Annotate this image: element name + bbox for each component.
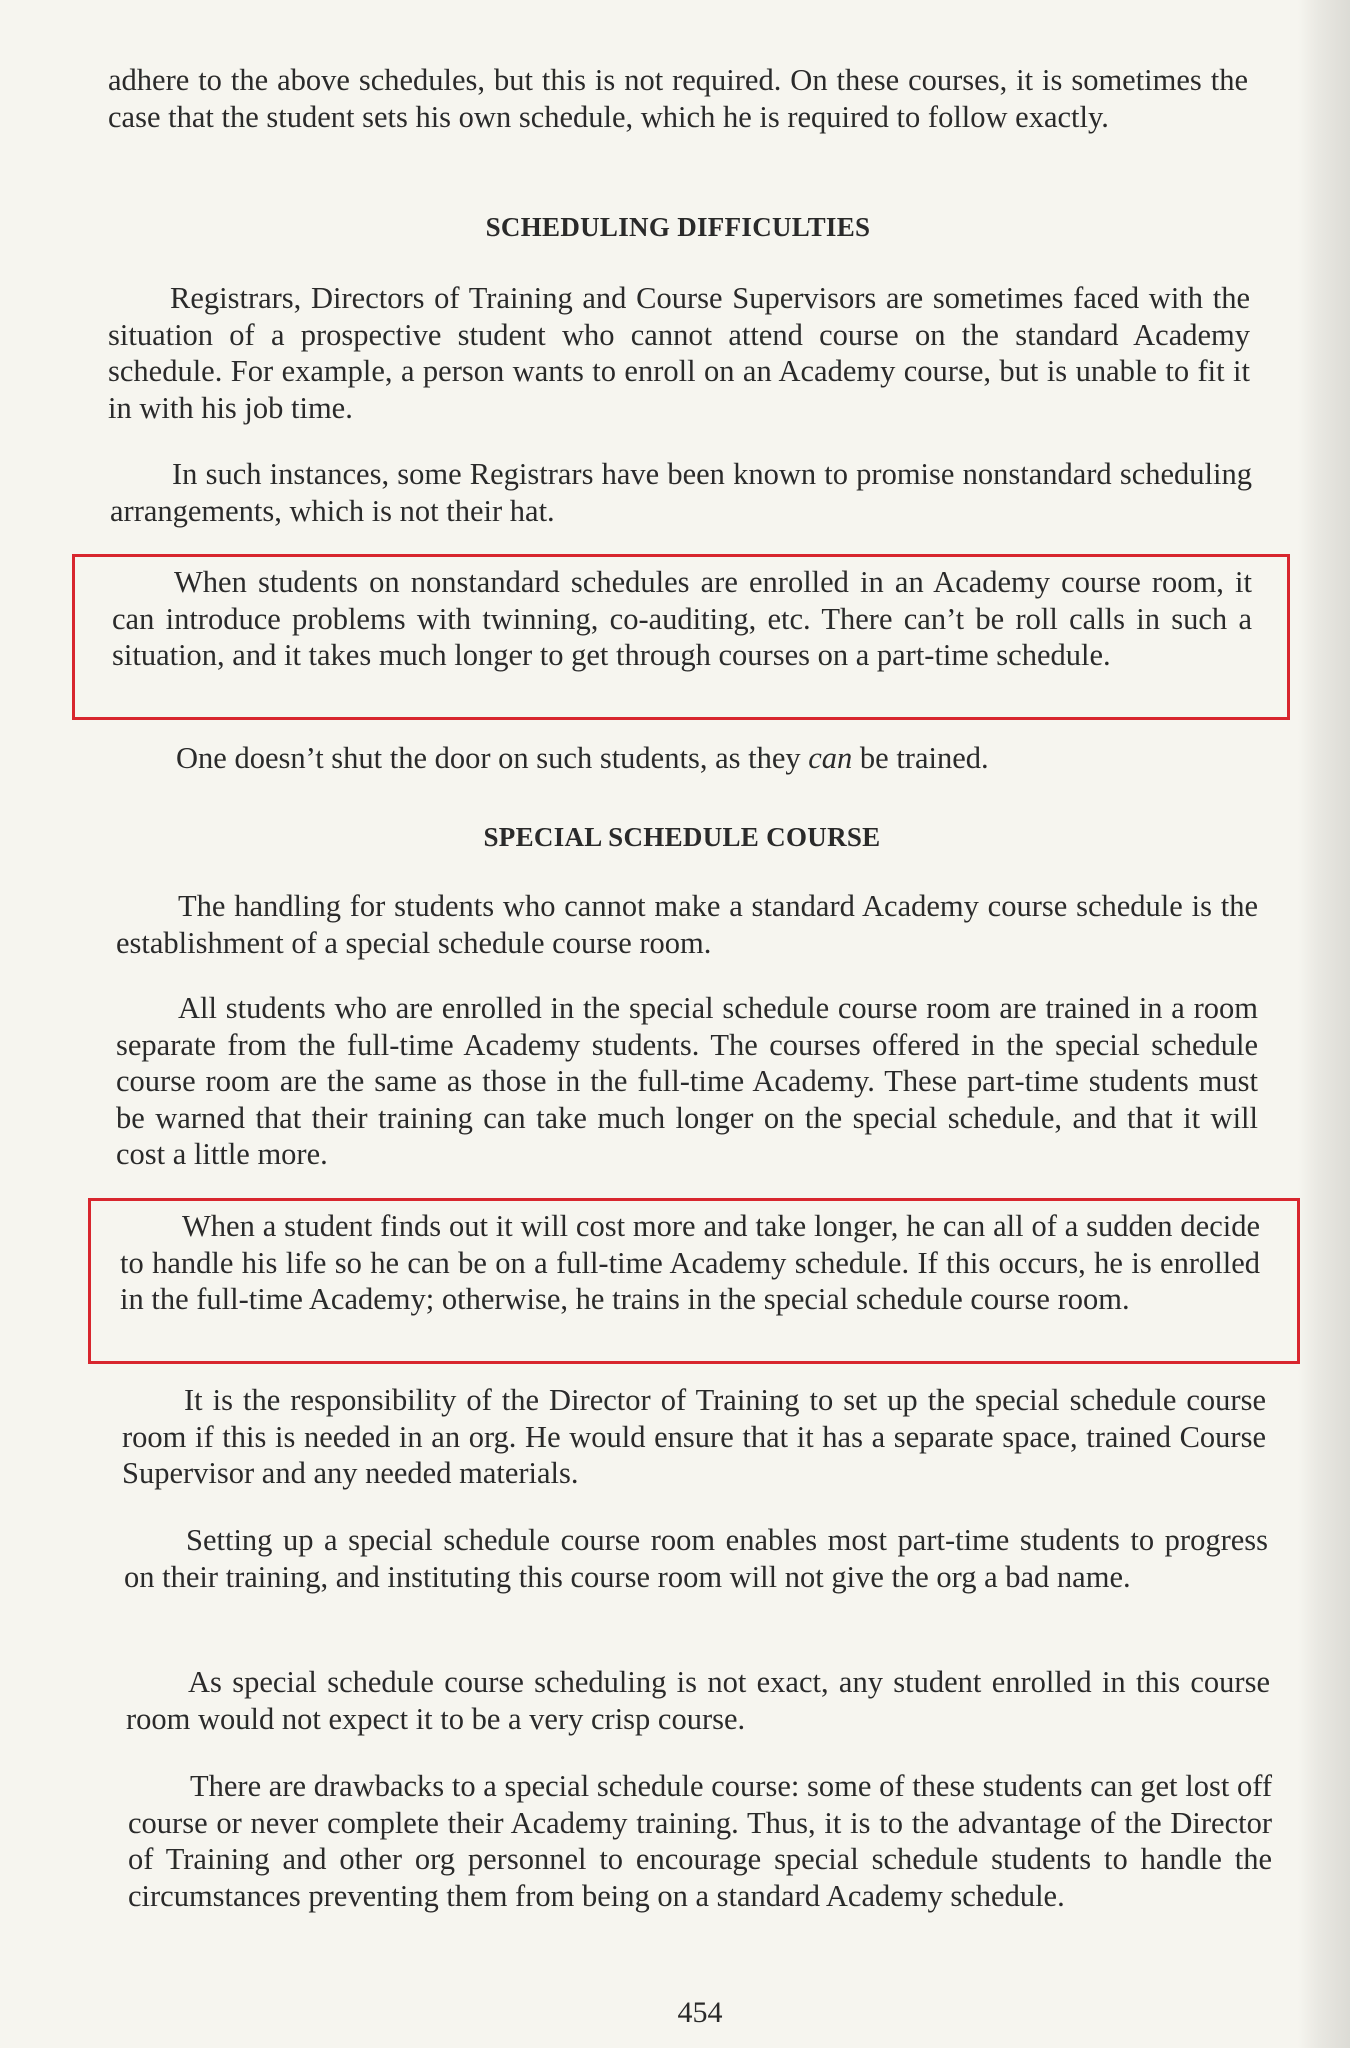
- section-heading-scheduling-difficulties: SCHEDULING DIFFICULTIES: [485, 212, 871, 242]
- paragraph-enables-progress: Setting up a special schedule course room enables most part-time students to progress on their training, and instituting this course room will not give the org a bad name.: [124, 1523, 1268, 1594]
- paragraph-not-exact: As special schedule course scheduling is not exact, any student enrolled in this course room would not expect it to be a very crisp course.: [126, 1665, 1270, 1736]
- paragraph-handling: The handling for students who cannot make a standard Academy course schedule is the establishment of a special schedule course room.: [116, 889, 1258, 960]
- paragraph-drawbacks: There are drawbacks to a special schedule course: some of these students can get lost off course or never complete their Academy training. Thus, it is to the advantage of the Director of Training and other org personnel to encourage special schedule students to handle the circumstances preventing them from being on a standard Academy schedule.: [128, 1769, 1272, 1913]
- paragraph-dont-shut-door: [114, 740, 1254, 777]
- paragraph-all-students: All students who are enrolled in the special schedule course room are trained in a room separate from the full-time Academy students. The courses offered in the special schedule course room are the same as those in the full-time Academy. These part-time students must be warned that their training can take much longer on the special schedule, and that it will cost a little more.: [116, 991, 1258, 1171]
- intro-paragraph: adhere to the above schedules, but this is not required. On these courses, it is sometimes the case that the student sets his own schedule, which he is required to follow exactly.: [108, 63, 1248, 134]
- page-number: 454: [677, 1996, 723, 2029]
- paragraph-nonstandard-problems: When students on nonstandard schedules are enrolled in an Academy course room, it can introduce problems with twinning, co-auditing, etc. There can’t be roll calls in such a situation, and it takes much longer to get through courses on a part-time schedule.: [112, 565, 1252, 672]
- paragraph-registrars: Registrars, Directors of Training and Course Supervisors are sometimes faced with the situation of a prospective student who cannot attend course on the standard Academy schedule. For example, a person wants to enroll on an Academy course, but is unable to fit it in with his job time.: [108, 281, 1250, 425]
- closing-text-emphasis: can: [808, 741, 853, 775]
- paragraph-cost-more: When a student finds out it will cost more and take longer, he can all of a sudden decide to handle his life so he can be on a full-time Academy schedule. If this occurs, he is enrolled in the full-time Academy; otherwise, he trains in the special schedule course room.: [120, 1209, 1260, 1316]
- section-heading-special-schedule-course: SPECIAL SCHEDULE COURSE: [483, 822, 881, 852]
- closing-text-after: be trained.: [852, 741, 989, 775]
- page-edge-shadow: [1298, 0, 1350, 2048]
- closing-text-before: One doesn’t shut the door on such students, as they: [176, 741, 809, 775]
- paragraph-nonstandard-promises: In such instances, some Registrars have been known to promise nonstandard scheduling arrangements, which is not their hat.: [110, 457, 1252, 528]
- paragraph-responsibility: It is the responsibility of the Director of Training to set up the special schedule course room if this is needed in an org. He would ensure that it has a separate space, trained Course Supervisor and any needed materials.: [122, 1383, 1266, 1490]
